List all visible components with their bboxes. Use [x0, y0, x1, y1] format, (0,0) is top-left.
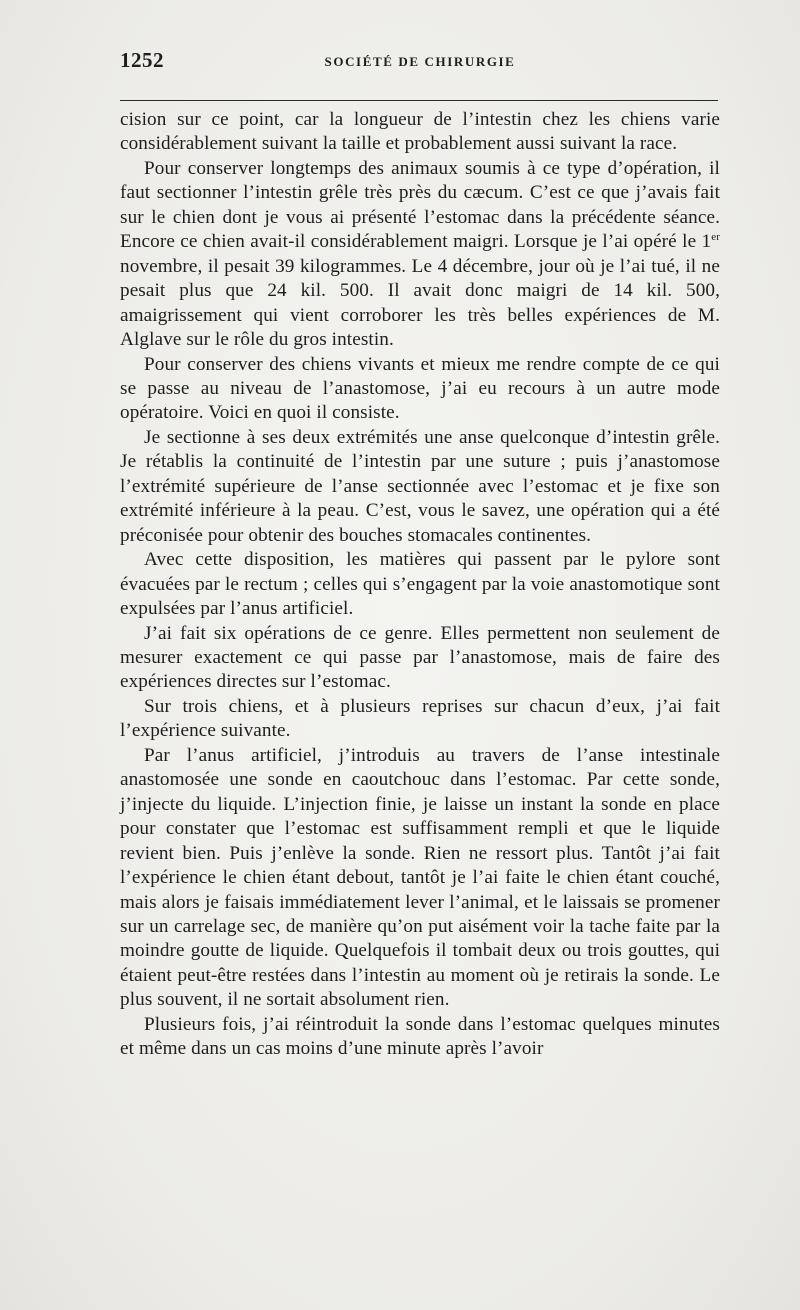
paragraph-2-text: Pour conserver longtemps des animaux soumis à ce type d’opération, il faut sectionner l’intestin grêle très près du cæcum. C’est ce que j’avais fait sur le chien dont je vous ai présenté l’estomac dans la précédente séance. Encore ce chien avait-il considérablement maigri. Lorsque je l’ai opéré le 1 — [120, 157, 720, 253]
paragraph-2-superscript: er — [711, 231, 720, 244]
paragraph-7: Sur trois chiens, et à plusieurs reprises sur chacun d’eux, j’ai fait l’expérience suivante. — [120, 695, 720, 742]
page-number: 1252 — [120, 48, 164, 72]
paragraph-2 — [120, 157, 720, 353]
page-header — [120, 48, 720, 78]
paragraph-2-tail: novembre, il pesait 39 kilogrammes. Le 4 décembre, jour où je l’ai tué, il ne pesait plus que 24 kil. 500. Il avait donc maigri de 14 kil. 500, amaigrissement qui vient corroborer les très belles expériences de M. Alglave sur le rôle du gros intestin. — [120, 255, 720, 351]
body-text — [120, 108, 720, 1062]
paragraph-5: Avec cette disposition, les matières qui passent par le pylore sont évacuées par le rectum ; celles qui s’engagent par la voie anastomotique sont expulsées par l’anus artificiel. — [120, 549, 720, 620]
paragraph-6: J’ai fait six opérations de ce genre. Elles permettent non seulement de mesurer exactement ce qui passe par l’anastomose, mais de faire des expériences directes sur l’estomac. — [120, 622, 720, 693]
paragraph-4: Je sectionne à ses deux extrémités une anse quelconque d’intestin grêle. Je rétablis la continuité de l’intestin par une suture ; puis j’anastomose l’extrémité supérieure de l’anse sectionnée avec l’estomac et je fixe son extrémité inférieure à la peau. C’est, vous le savez, une opération qui a été préconisée pour obtenir des bouches stomacales continentes. — [120, 426, 720, 546]
paragraph-3: Pour conserver des chiens vivants et mieux me rendre compte de ce qui se passe au niveau de l’anastomose, j’ai eu recours à un autre mode opératoire. Voici en quoi il consiste. — [120, 353, 720, 424]
running-title: SOCIÉTÉ DE CHIRURGIE — [324, 54, 516, 69]
paragraph-8: Par l’anus artificiel, j’introduis au travers de l’anse intestinale anastomosée une sonde en caoutchouc dans l’estomac. Par cette sonde, j’injecte du liquide. L’injection finie, je laisse un instant la sonde en place pour constater que l’estomac est suffisamment rempli et que le liquide revient bien. Puis j’enlève la sonde. Rien ne ressort plus. Tantôt j’ai fait l’expérience le chien étant debout, tantôt je l’ai faite le chien étant couché, mais alors je faisais immédiatement lever l’animal, et le laissais se promener sur un carrelage sec, de manière qu’on put aisément voir la tache faite par la moindre goutte de liquide. Quelquefois il tombait deux ou trois gouttes, qui étaient peut-être restées dans l’intestin au moment où je retirais la sonde. Le plus souvent, il ne sortait absolument rien. — [120, 744, 720, 1011]
paragraph-9: Plusieurs fois, j’ai réintroduit la sonde dans l’estomac quelques minutes et même dans un cas moins d’une minute après l’avoir — [120, 1013, 720, 1060]
paragraph-1: cision sur ce point, car la longueur de l’intestin chez les chiens varie considérablement suivant la taille et probablement aussi suivant la race. — [120, 109, 720, 155]
header-rule — [120, 100, 718, 101]
